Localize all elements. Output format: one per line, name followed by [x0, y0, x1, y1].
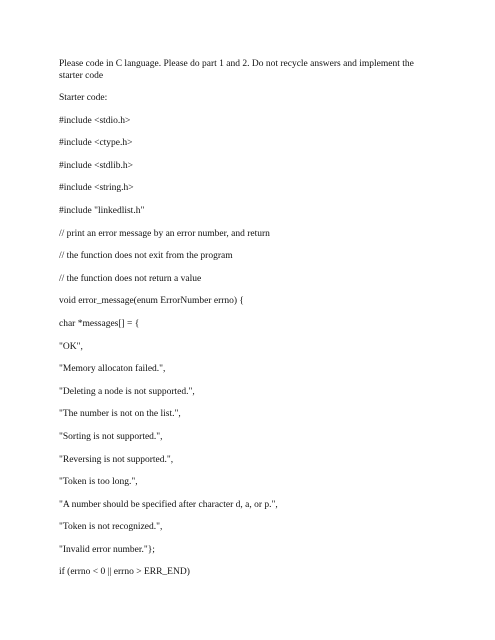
code-line-message-string: "Sorting is not supported.",	[59, 431, 163, 442]
code-line-message-string: "Deleting a node is not supported.",	[59, 386, 195, 397]
code-line-if-condition: if (errno < 0 || errno > ERR_END)	[59, 567, 190, 578]
code-line-messages-array: char *messages[] = {	[59, 318, 140, 329]
code-line-include-string: #include <string.h>	[59, 183, 134, 194]
code-line-message-string: "OK",	[59, 341, 83, 352]
code-line-function-signature: void error_message(enum ErrorNumber errno) {	[59, 296, 244, 307]
code-comment-line: // the function does not return a value	[59, 273, 202, 284]
code-comment-line: // the function does not exit from the program	[59, 251, 233, 262]
starter-code-heading: Starter code:	[59, 93, 108, 103]
code-line-include-stdio: #include <stdio.h>	[59, 115, 131, 126]
code-line-message-string: "Memory allocaton failed.",	[59, 364, 166, 375]
intro-paragraph: Please code in C language. Please do part 1 and 2. Do not recycle answers and implement the starter code	[59, 59, 414, 81]
code-line-include-stdlib: #include <stdlib.h>	[59, 160, 134, 171]
code-line-message-string: "The number is not on the list.",	[59, 409, 181, 420]
code-line-include-linkedlist: #include "linkedlist.h"	[59, 205, 145, 216]
code-line-message-string: "Invalid error number."};	[59, 544, 155, 555]
code-line-include-ctype: #include <ctype.h>	[59, 138, 133, 149]
code-line-message-string: "A number should be specified after character d, a, or p.",	[59, 499, 278, 510]
code-line-message-string: "Token is not recognized.",	[59, 522, 163, 533]
code-line-message-string: "Token is too long.",	[59, 477, 138, 488]
code-comment-line: // print an error message by an error number, and return	[59, 228, 270, 239]
code-line-message-string: "Reversing is not supported.",	[59, 454, 174, 465]
document-content	[59, 58, 439, 589]
